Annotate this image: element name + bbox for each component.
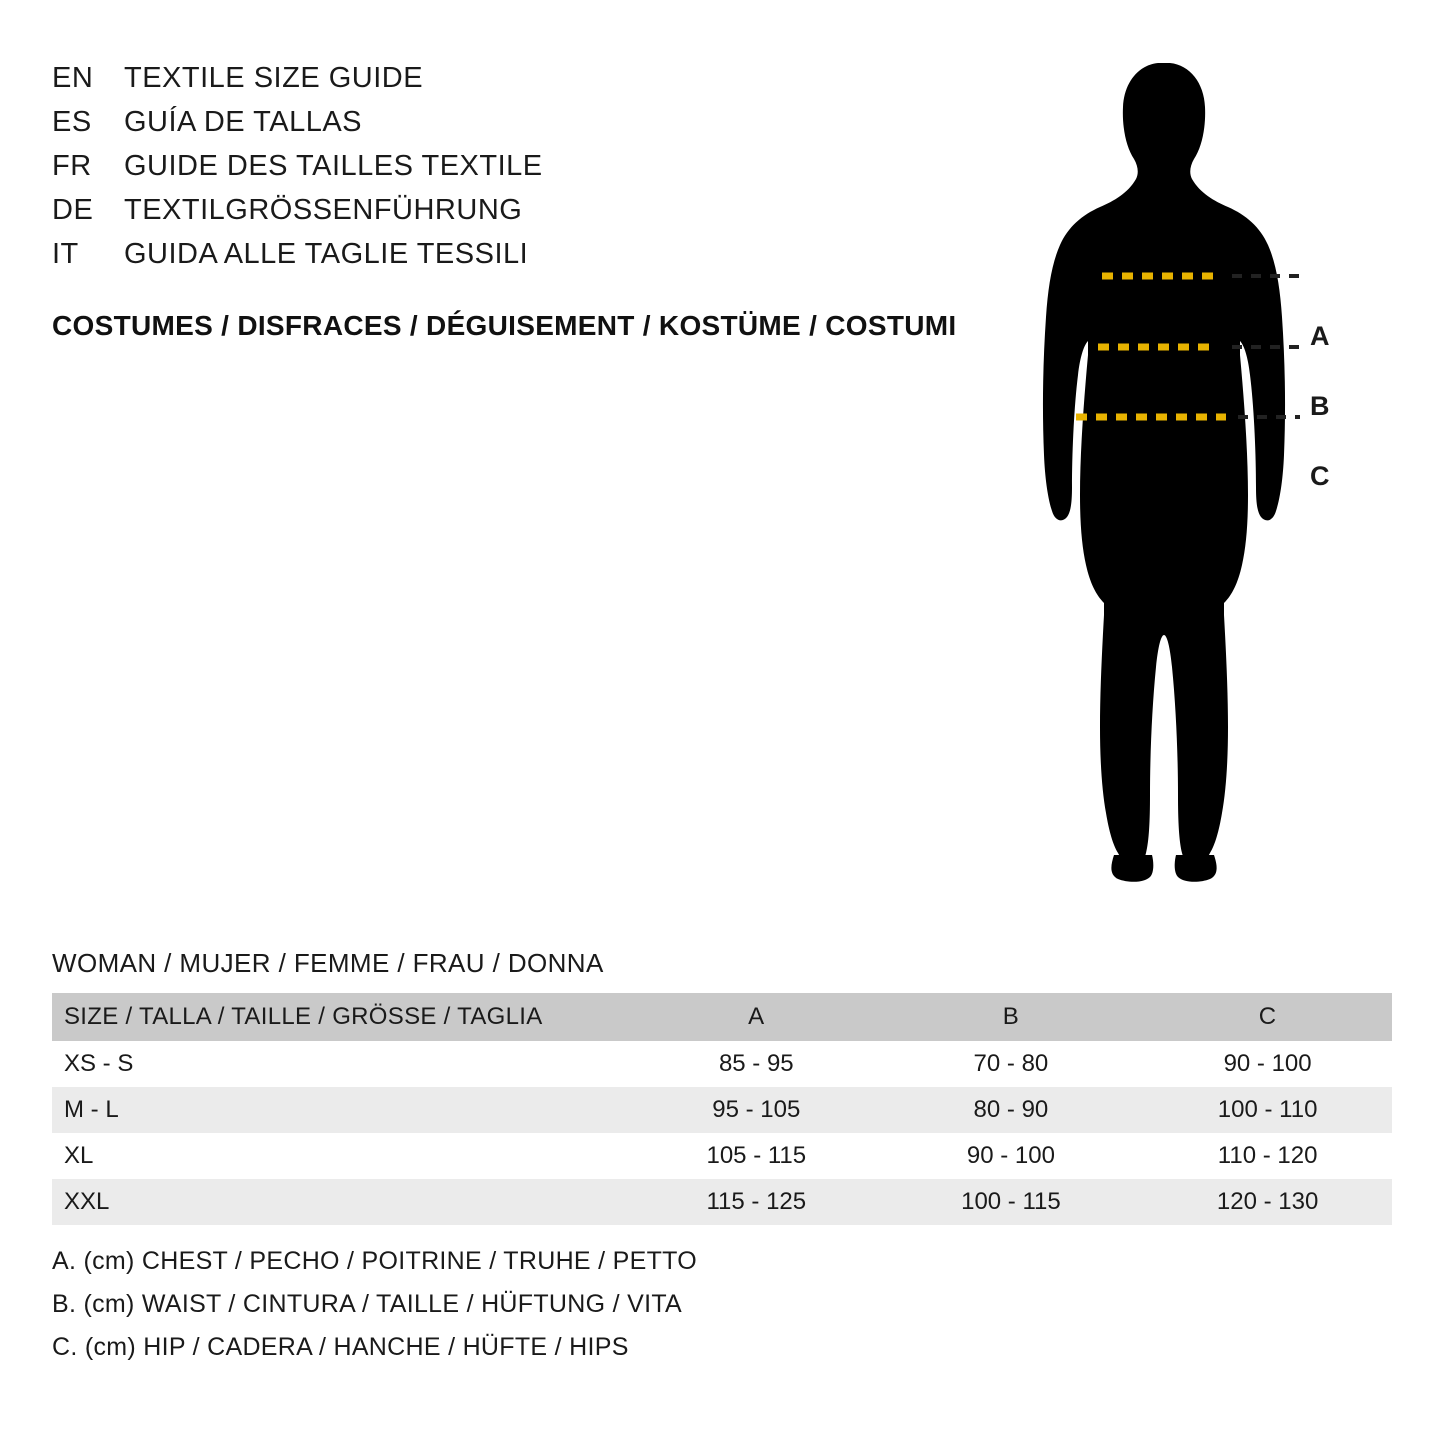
table-row [52,1179,1392,1225]
table-body [52,1041,1392,1225]
cell-size: M - L [64,1096,119,1123]
cell-b: 90 - 100 [966,1142,1055,1169]
language-title: GUIDE DES TAILLES TEXTILE [124,150,543,182]
cell-a: 105 - 115 [706,1142,807,1169]
column-header-a: A [624,993,879,1041]
cell-c: 100 - 110 [1217,1096,1318,1123]
measurement-figure [1010,55,1390,895]
column-header-b: B [879,993,1134,1041]
language-code: EN [52,62,94,94]
language-title: GUÍA DE TALLAS [124,106,363,138]
legend-line-c: C. (cm) HIP / CADERA / HANCHE / HÜFTE / HIPS [52,1333,629,1361]
language-header-block [52,62,1002,342]
column-header-size: SIZE / TALLA / TAILLE / GRÖSSE / TAGLIA [52,993,624,1041]
table-row [52,1041,1392,1087]
language-title: TEXTILE SIZE GUIDE [124,62,424,94]
cell-size: XXL [64,1188,110,1215]
language-title: TEXTILGRÖSSENFÜHRUNG [124,194,523,226]
table-caption: WOMAN / MUJER / FEMME / FRAU / DONNA [52,948,604,978]
cell-b: 70 - 80 [973,1050,1049,1077]
cell-b: 100 - 115 [961,1188,1061,1215]
measure-label-b: B [1310,391,1330,421]
column-header-c: C [1133,993,1392,1041]
cell-size: XS - S [64,1050,134,1077]
legend-line-b: B. (cm) WAIST / CINTURA / TAILLE / HÜFTUNG / VITA [52,1290,683,1318]
measure-label-a: A [1310,321,1330,351]
cell-a: 85 - 95 [718,1050,794,1077]
language-row [52,194,1002,238]
language-code: FR [52,150,92,182]
language-code: DE [52,194,94,226]
female-silhouette-icon [1010,55,1390,895]
language-row [52,150,1002,194]
cell-c: 110 - 120 [1217,1142,1318,1169]
cell-c: 120 - 130 [1216,1188,1319,1215]
language-row [52,106,1002,150]
size-table-section [52,948,1392,1225]
table-row [52,1133,1392,1179]
cell-a: 95 - 105 [712,1096,801,1123]
category-line: COSTUMES / DISFRACES / DÉGUISEMENT / KOSTÜME / COSTUMI [52,310,957,341]
table-row [52,1087,1392,1133]
cell-c: 90 - 100 [1223,1050,1312,1077]
cell-size: XL [64,1142,94,1169]
cell-b: 80 - 90 [973,1096,1049,1123]
language-title: GUIDA ALLE TAGLIE TESSILI [124,238,529,270]
cell-a: 115 - 125 [706,1188,807,1215]
language-row [52,238,1002,282]
measurement-legend [52,1240,1052,1369]
language-row [52,62,1002,106]
table-head [52,993,1392,1041]
language-code: IT [52,238,79,270]
measure-label-c: C [1310,461,1330,491]
table-header-row [52,993,1392,1041]
language-code: ES [52,106,92,138]
size-table [52,993,1392,1225]
legend-line-a: A. (cm) CHEST / PECHO / POITRINE / TRUHE / PETTO [52,1247,698,1275]
